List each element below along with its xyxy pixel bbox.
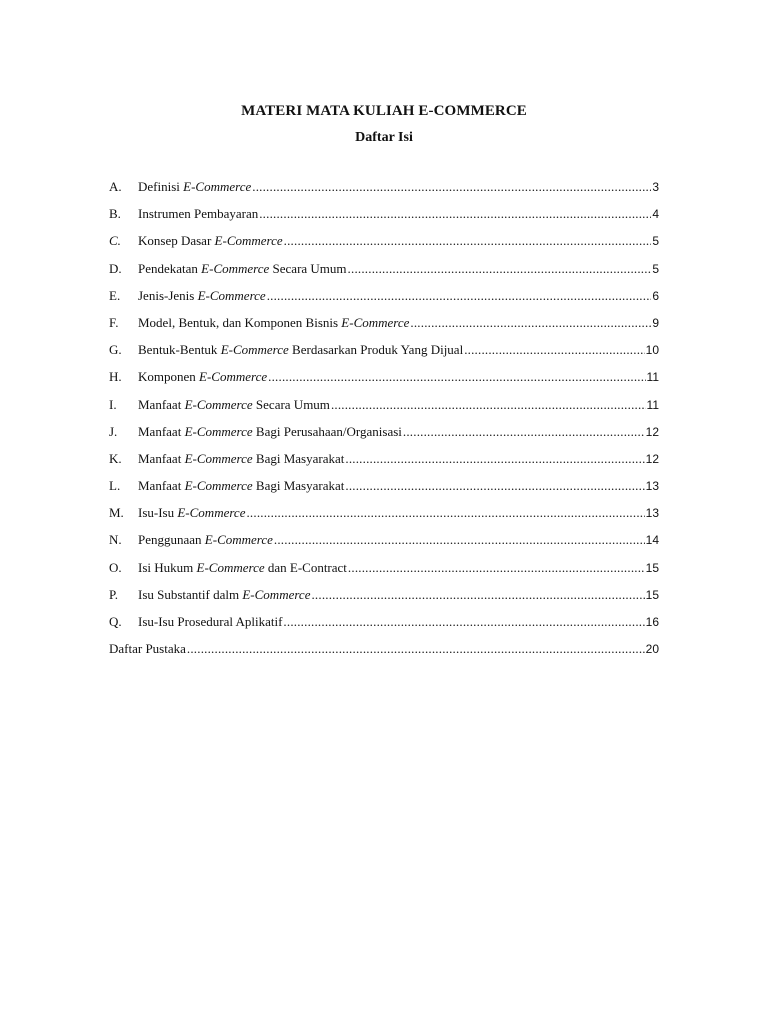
toc-entry-n[interactable]: [109, 531, 659, 558]
toc-entry-italic-text: E-Commerce: [183, 179, 252, 194]
toc-entry-page: 13: [645, 479, 659, 494]
toc-entry-italic-text: E-Commerce: [177, 505, 246, 521]
toc-entry-title: [138, 260, 347, 278]
toc-entry-italic-text: E-Commerce: [184, 450, 253, 466]
toc-entry-text: Pendekatan: [138, 260, 202, 276]
toc-entry-title: [138, 531, 273, 549]
toc-entry-letter: P.: [109, 586, 119, 602]
toc-entry-e[interactable]: [109, 287, 659, 314]
toc-entry-page: 12: [645, 451, 659, 466]
dot-leader: [464, 341, 644, 359]
toc-entry-italic-text: E-Commerce: [341, 314, 410, 330]
toc-entry-title: [138, 450, 344, 468]
toc-entry-italic-text: E-Commerce: [201, 260, 270, 276]
dot-leader: [311, 586, 644, 604]
document-title: MATERI MATA KULIAH E-COMMERCE: [241, 103, 527, 119]
toc-entry-references[interactable]: [109, 640, 659, 667]
dot-leader: [403, 423, 645, 441]
toc-entry-page: 3: [652, 180, 659, 194]
toc-entry-p[interactable]: [109, 586, 659, 613]
toc-entry-m[interactable]: [109, 504, 659, 531]
toc-entry-text-after: Berdasarkan Produk Yang Dijual: [288, 342, 464, 358]
toc-entry-j[interactable]: [109, 423, 659, 450]
toc-entry-text: Bentuk-Bentuk: [138, 342, 221, 358]
toc-entry-title: [138, 314, 409, 332]
toc-entry-a[interactable]: [109, 178, 659, 205]
dot-leader: [252, 178, 651, 196]
toc-entry-letter: E.: [109, 287, 121, 303]
toc-entry-title: [138, 396, 330, 414]
toc-entry-page: 10: [645, 343, 659, 358]
toc-entry-h[interactable]: [109, 368, 659, 395]
toc-entry-d[interactable]: [109, 260, 659, 287]
toc-entry-text: Komponen: [138, 369, 200, 385]
toc-entry-text: Konsep Dasar: [138, 233, 215, 249]
toc-entry-page: 13: [645, 506, 659, 521]
toc-entry-page: 16: [645, 615, 659, 629]
toc-entry-title: [138, 559, 347, 577]
toc-entry-letter: H.: [109, 369, 122, 385]
toc-entry-letter: N.: [109, 532, 122, 548]
toc-entry-letter: L.: [109, 478, 121, 494]
toc-entry-l[interactable]: [109, 477, 659, 504]
toc-entry-text: Isu-Isu Prosedural Aplikatif: [138, 614, 283, 629]
toc-entry-italic-text: E-Commerce: [242, 586, 311, 602]
toc-entry-text: Instrumen Pembayaran: [138, 206, 259, 222]
toc-entry-text: Manfaat: [138, 478, 185, 494]
toc-entry-title: [138, 423, 402, 441]
toc-entry-letter: B.: [109, 206, 121, 222]
toc-entry-b[interactable]: [109, 205, 659, 232]
toc-entry-page: 11: [646, 370, 659, 385]
toc-entry-letter: F.: [109, 314, 119, 330]
toc-entry-letter: C.: [109, 233, 121, 249]
toc-entry-italic-text: E-Commerce: [184, 423, 253, 439]
toc-entry-g[interactable]: [109, 341, 659, 368]
table-of-contents: [109, 178, 659, 667]
toc-entry-title: [138, 287, 266, 305]
toc-entry-o[interactable]: [109, 559, 659, 586]
toc-entry-q[interactable]: [109, 613, 659, 640]
toc-entry-title: [138, 586, 310, 604]
toc-entry-c[interactable]: [109, 232, 659, 259]
toc-entry-title: [138, 205, 258, 223]
toc-entry-italic-text: E-Commerce: [184, 396, 253, 412]
toc-entry-page: 5: [652, 234, 659, 249]
toc-entry-text: Penggunaan: [138, 532, 205, 548]
toc-entry-text: Model, Bentuk, dan Komponen Bisnis: [138, 314, 342, 330]
toc-entry-page: 4: [652, 207, 659, 222]
toc-entry-text-after: Bagi Masyarakat: [252, 450, 345, 466]
toc-entry-letter: D.: [109, 260, 122, 276]
toc-entry-text-after: Bagi Perusahaan/Organisasi: [252, 423, 402, 439]
toc-entry-italic-text: E-Commerce: [204, 532, 273, 548]
dot-leader: [274, 531, 645, 549]
toc-entry-page: 11: [646, 397, 659, 412]
dot-leader: [267, 287, 652, 305]
toc-entry-title: [138, 613, 282, 631]
toc-entry-text: Jenis-Jenis: [138, 287, 198, 303]
toc-entry-k[interactable]: [109, 450, 659, 477]
dot-leader: [259, 205, 651, 223]
dot-leader: [283, 613, 644, 631]
dot-leader: [331, 396, 646, 414]
toc-entry-page: 6: [652, 288, 659, 303]
dot-leader: [348, 260, 652, 278]
toc-entry-italic-text: E-Commerce: [196, 559, 265, 575]
toc-entry-italic-text: E-Commerce: [214, 233, 283, 249]
toc-entry-title: [138, 178, 251, 196]
toc-entry-text: Isi Hukum: [138, 559, 197, 575]
toc-entry-letter: O.: [109, 559, 122, 575]
toc-entry-italic-text: E-Commerce: [197, 287, 266, 303]
toc-entry-text: Definisi: [138, 179, 184, 194]
toc-entry-i[interactable]: [109, 396, 659, 423]
toc-entry-text: Manfaat: [138, 396, 185, 412]
toc-entry-text: Isu-Isu: [138, 505, 178, 521]
toc-entry-text: Manfaat: [138, 450, 185, 466]
toc-entry-page: 15: [645, 560, 659, 575]
toc-entry-f[interactable]: [109, 314, 659, 341]
toc-entry-letter: J.: [109, 423, 118, 439]
toc-entry-title: [138, 341, 463, 359]
toc-entry-text-after: dan E-Contract: [264, 559, 347, 575]
toc-entry-title: [138, 232, 283, 250]
toc-entry-letter: I.: [109, 396, 117, 412]
dot-leader: [187, 640, 645, 658]
toc-entry-page: 14: [645, 533, 659, 548]
toc-entry-page: 20: [645, 642, 659, 657]
toc-entry-text-after: Secara Umum: [252, 396, 330, 412]
toc-entry-italic-text: E-Commerce: [220, 342, 289, 358]
toc-entry-italic-text: E-Commerce: [184, 478, 253, 494]
toc-entry-title: [138, 477, 344, 495]
toc-entry-letter: M.: [109, 505, 124, 521]
toc-entry-title: [138, 368, 267, 386]
toc-entry-letter: G.: [109, 342, 122, 358]
toc-entry-italic-text: E-Commerce: [199, 369, 268, 385]
toc-entry-text: Isu Substantif dalm: [138, 586, 243, 602]
toc-entry-page: 9: [652, 315, 659, 330]
toc-entry-text-after: Bagi Masyarakat: [252, 478, 345, 494]
dot-leader: [348, 559, 645, 577]
dot-leader: [410, 314, 651, 332]
toc-entry-letter: A.: [109, 179, 122, 194]
toc-entry-page: 15: [645, 587, 659, 602]
toc-entry-text-after: Secara Umum: [269, 260, 347, 276]
toc-entry-letter: K.: [109, 450, 122, 466]
toc-references-title: Daftar Pustaka: [109, 641, 186, 657]
toc-entry-text: Manfaat: [138, 423, 185, 439]
dot-leader: [345, 450, 644, 468]
toc-entry-letter: Q.: [109, 614, 122, 629]
toc-heading: Daftar Isi: [355, 130, 413, 145]
dot-leader: [345, 477, 644, 495]
dot-leader: [268, 368, 645, 386]
toc-entry-title: [138, 504, 245, 522]
dot-leader: [246, 504, 644, 522]
toc-entry-page: 5: [652, 261, 659, 276]
dot-leader: [284, 232, 652, 250]
toc-entry-page: 12: [645, 424, 659, 439]
